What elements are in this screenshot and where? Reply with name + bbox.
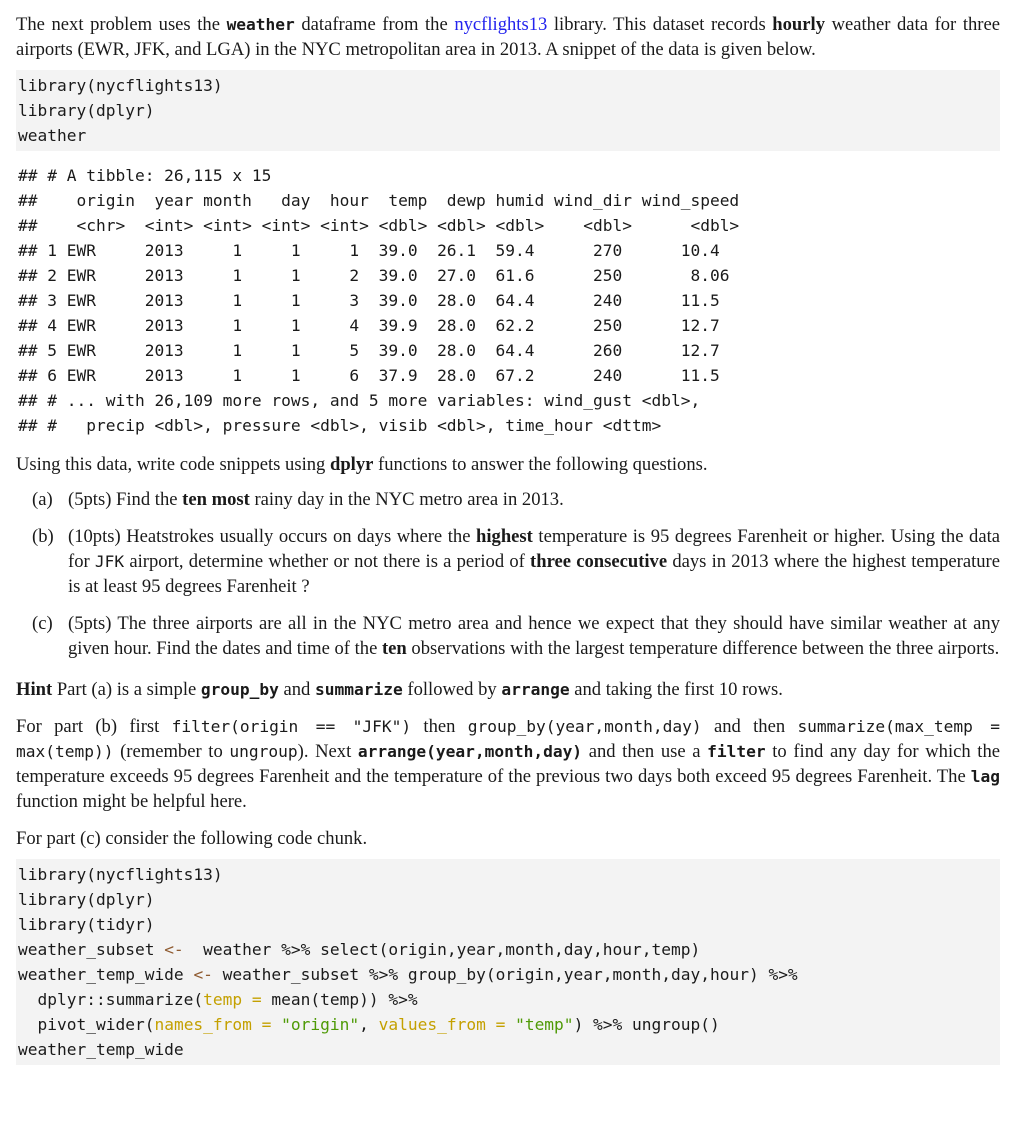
partb-text: to find any day for which the temperature exceeds 95 degrees Farenheit and the temperature of the previous two days both exceed 95 degrees Farenheit. The [16, 741, 1001, 787]
intro-bold: hourly [772, 14, 825, 35]
output-line: ## 6 EWR 2013 1 1 6 37.9 28.0 67.2 240 11.5 [18, 366, 730, 385]
intro-text: The next problem uses the [16, 14, 227, 35]
question-text: rainy day in the NYC metro area in 2013. [249, 489, 564, 510]
question-text: (5pts) The three airports are all in the NYC metro area and hence we expect that they should have similar weather at any given hour. Find the dates and time of the [68, 613, 1000, 659]
code-token: ) %>% ungroup() [573, 1015, 720, 1034]
task-paragraph [16, 452, 1000, 477]
partb-text: and then [701, 716, 798, 737]
code-token: , [359, 1015, 379, 1034]
question-text: observations with the largest temperature difference between the three airports. [406, 638, 1000, 659]
question-c [16, 611, 1000, 661]
code-line: library(tidyr) [18, 915, 155, 934]
partb-text: For part (b) first [16, 716, 172, 737]
code-token: dplyr::summarize( [18, 990, 204, 1009]
inline-code-jfk: JFK [94, 552, 125, 571]
inline-code: ungroup [229, 742, 298, 761]
question-text: airport, determine whether or not there is a period of [124, 551, 531, 572]
inline-code: group_by [200, 680, 279, 699]
code-token: pivot_wider( [18, 1015, 155, 1034]
output-line: ## origin year month day hour temp dewp humid wind_dir wind_speed [18, 191, 740, 210]
code-line: weather_temp_wide [18, 1040, 184, 1059]
inline-code: filter(origin == "JFK") [171, 717, 412, 736]
inline-code: summarize [315, 680, 403, 699]
inline-code-weather: weather [226, 15, 295, 34]
code-line [18, 987, 1000, 1012]
code-argument: values_from = [378, 1015, 506, 1034]
code-token: weather %>% select(origin,year,month,day,hour,temp) [183, 940, 701, 959]
output-line: ## 2 EWR 2013 1 1 2 39.0 27.0 61.6 250 8.06 [18, 266, 730, 285]
hint-text: and [278, 679, 316, 700]
hint-label: Hint [16, 679, 53, 700]
code-line: library(dplyr) [18, 101, 155, 120]
output-line: ## 5 EWR 2013 1 1 5 39.0 28.0 64.4 260 12.7 [18, 341, 730, 360]
partb-paragraph [16, 714, 1000, 814]
hint-text: followed by [402, 679, 502, 700]
partb-text: and then use a [582, 741, 708, 762]
code-line [18, 937, 1000, 962]
partc-paragraph: For part (c) consider the following code chunk. [16, 828, 368, 849]
inline-code: filter [707, 742, 766, 761]
output-line: ## # ... with 26,109 more rows, and 5 more variables: wind_gust <dbl>, [18, 391, 701, 410]
inline-code: arrange [501, 680, 570, 699]
intro-text: library. This dataset records [547, 14, 773, 35]
intro-text: weather data for three airports (EWR, JFK, and LGA) in the NYC metropolitan area in 2013. A snippet of the data is given below. [16, 14, 1000, 60]
inline-code: summarize(max_temp = max(temp)) [16, 717, 1001, 761]
output-block-1 [16, 163, 1000, 438]
assign-operator: <- [164, 940, 184, 959]
output-line: ## 1 EWR 2013 1 1 1 39.0 26.1 59.4 270 10.4 [18, 241, 730, 260]
partb-text: (remember to [113, 741, 230, 762]
question-b [16, 524, 1000, 599]
code-line: library(dplyr) [18, 890, 155, 909]
question-label: (a) [32, 489, 53, 510]
question-bold: ten [381, 638, 407, 659]
code-argument: names_from = [154, 1015, 272, 1034]
question-a [16, 487, 1000, 512]
assign-operator: <- [193, 965, 213, 984]
partb-text: ). Next [297, 741, 358, 762]
code-line [18, 1012, 1000, 1037]
output-line: ## 3 EWR 2013 1 1 3 39.0 28.0 64.4 240 11.5 [18, 291, 730, 310]
code-block-1 [16, 70, 1000, 151]
task-text: functions to answer the following questions. [373, 454, 708, 475]
inline-code: arrange(year,month,day) [357, 742, 583, 761]
question-bold: three consecutive [530, 551, 668, 572]
question-label: (c) [32, 613, 53, 634]
partb-text: function might be helpful here. [16, 791, 247, 812]
question-list [16, 487, 1000, 661]
code-token: mean(temp)) %>% [261, 990, 418, 1009]
inline-code: lag [970, 767, 1000, 786]
output-line: ## # precip <dbl>, pressure <dbl>, visib <dbl>, time_hour <dttm> [18, 416, 662, 435]
question-bold: ten most [182, 489, 250, 510]
code-string: "origin" [271, 1015, 360, 1034]
code-line: library(nycflights13) [18, 76, 223, 95]
output-line: ## <chr> <int> <int> <int> <int> <dbl> <dbl> <dbl> <dbl> <dbl> [18, 216, 740, 235]
inline-code: group_by(year,month,day) [467, 717, 702, 736]
question-bold: highest [476, 526, 533, 547]
code-block-2 [16, 859, 1000, 1065]
intro-text: dataframe from the [294, 14, 455, 35]
question-text: temperature is 95 degrees Farenheit or higher. Using the data for [68, 526, 1000, 572]
code-string: "temp" [505, 1015, 574, 1034]
code-line: library(nycflights13) [18, 865, 223, 884]
nycflights13-link[interactable]: nycflights13 [454, 14, 548, 35]
question-text: days in 2013 where the highest temperature is at least 95 degrees Farenheit ? [68, 551, 1001, 597]
question-text: (5pts) Find the [68, 489, 183, 510]
document-page [16, 8, 1000, 1065]
task-bold: dplyr [330, 454, 374, 475]
output-line: ## 4 EWR 2013 1 1 4 39.9 28.0 62.2 250 12.7 [18, 316, 730, 335]
question-text: (10pts) Heatstrokes usually occurs on days where the [68, 526, 477, 547]
hint-text: Part (a) is a simple [52, 679, 201, 700]
question-label: (b) [32, 526, 54, 547]
intro-paragraph [16, 12, 1000, 62]
code-line: weather [18, 126, 87, 145]
code-line [18, 962, 1000, 987]
task-text: Using this data, write code snippets using [16, 454, 330, 475]
partb-text: then [411, 716, 468, 737]
code-token: weather_subset [18, 940, 165, 959]
code-token: weather_subset %>% group_by(origin,year,month,day,hour) %>% [212, 965, 798, 984]
code-argument: temp = [203, 990, 262, 1009]
output-line: ## # A tibble: 26,115 x 15 [18, 166, 272, 185]
hint-paragraph [16, 677, 1000, 702]
hint-text: and taking the first 10 rows. [569, 679, 783, 700]
code-token: weather_temp_wide [18, 965, 194, 984]
